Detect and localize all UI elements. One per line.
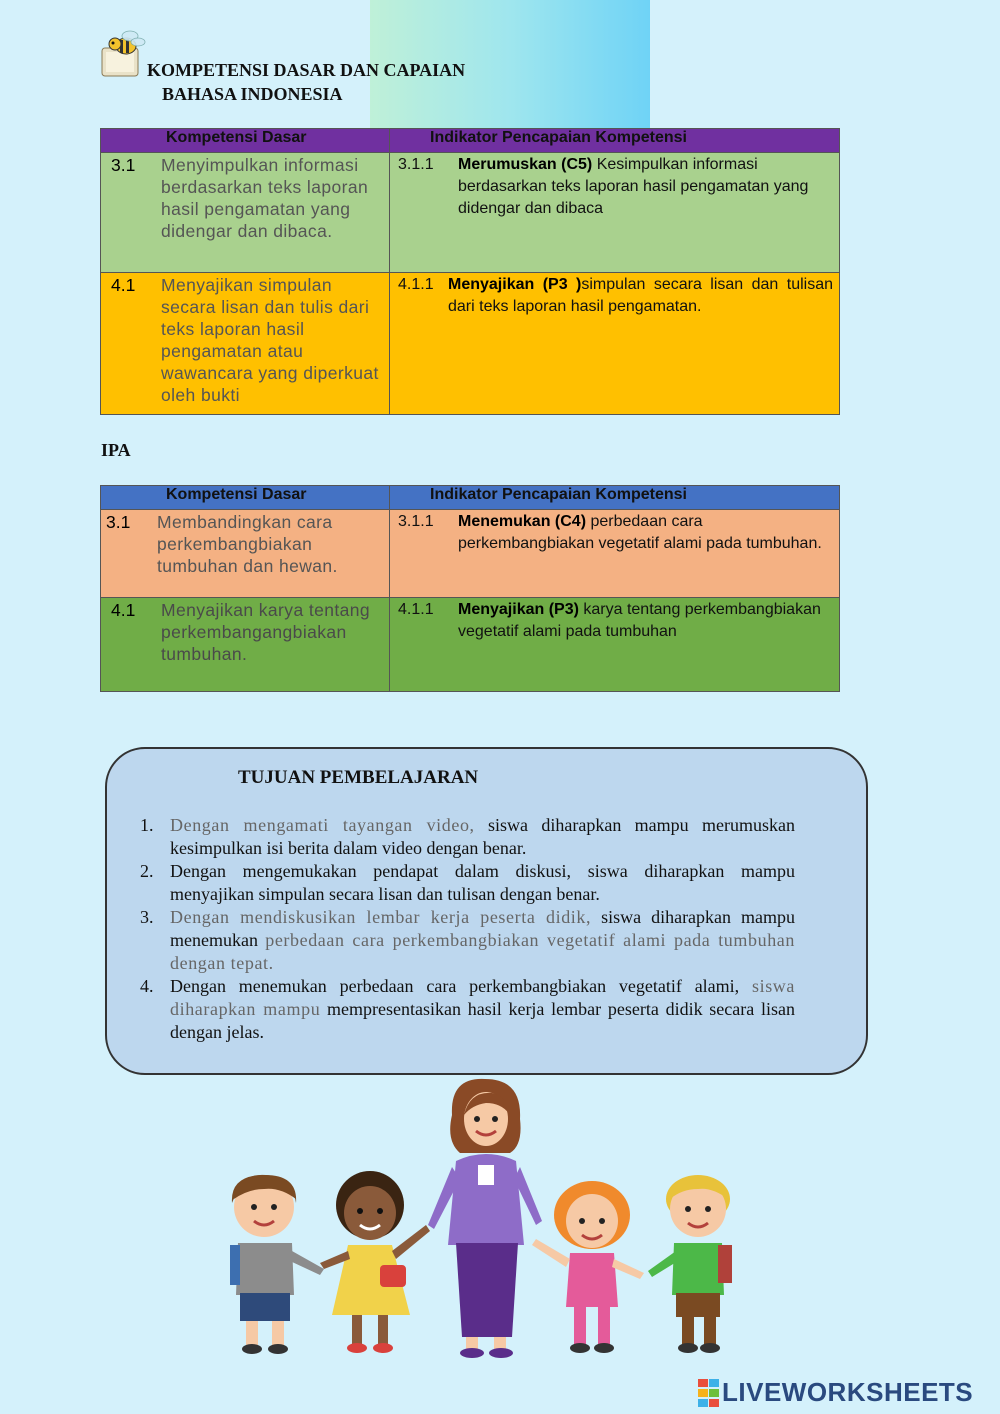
teacher-figure (428, 1079, 542, 1358)
list-item (140, 814, 795, 860)
table-header-row (101, 129, 840, 153)
indicator-cell (390, 598, 840, 692)
table-row (101, 153, 840, 273)
kd-number: 3.1 (106, 512, 131, 532)
column-header: Kompetensi Dasar (101, 129, 390, 153)
item-number: 4. (140, 976, 154, 996)
indicator-text (390, 153, 839, 220)
indicator-number: 3.1.1 (398, 513, 434, 530)
kd-cell (101, 598, 390, 692)
kd-number: 4.1 (111, 275, 136, 295)
list-item (140, 975, 795, 1044)
indicator-cell (390, 153, 840, 273)
kd-text: Menyajikan karya tentang perkembangangbiakan tumbuhan. (161, 600, 371, 664)
table-row (101, 510, 840, 598)
item-text: Dengan menemukan perbedaan cara perkembangbiakan vegetatif alami, (170, 976, 752, 996)
kd-text: Menyimpulkan informasi berdasarkan teks laporan hasil pengamatan yang didengar dan dibaca. (161, 155, 369, 241)
indicator-verb: Merumuskan (C5) (458, 156, 593, 173)
indicator-description: Kesimpulkan informasi berdasarkan teks laporan hasil pengamatan yang didengar dan dibaca (458, 156, 809, 217)
girl-figure (320, 1171, 430, 1353)
item-text: siswa diharapkan mampu merumuskan kesimpulkan isi berita dalam video dengan benar. (170, 815, 796, 858)
boy-figure (230, 1175, 324, 1354)
item-text: mempresentasikan hasil kerja lembar peserta didik secara lisan dengan jelas. (170, 999, 795, 1042)
kd-number: 3.1 (111, 155, 136, 175)
list-item (140, 906, 795, 975)
page-title: KOMPETENSI DASAR DAN CAPAIAN (147, 60, 466, 80)
indicator-verb: Menyajikan (P3 ) (448, 276, 582, 293)
table-row (101, 598, 840, 692)
boy-figure (648, 1175, 732, 1353)
kd-text: Membandingkan cara perkembangbiakan tumbuhan dan hewan. (157, 512, 338, 576)
indicator-description: simpulan secara lisan dan tulisan dari teks laporan hasil pengamatan. (448, 276, 834, 315)
list-item (140, 860, 795, 906)
column-header: Indikator Pencapaian Kompetensi (390, 129, 840, 153)
indicator-description: perbedaan cara perkembangbiakan vegetatif alami pada tumbuhan. (458, 513, 822, 552)
item-text-grey: Dengan mendiskusikan lembar kerja peserta didik, (170, 907, 592, 927)
bee-book-logo (100, 30, 146, 78)
table-header-row (101, 486, 840, 510)
kompetensi-table-ipa (100, 485, 840, 692)
item-text-grey: perbedaan cara perkembangbiakan vegetatif alami pada tumbuhan dengan tepat. (170, 930, 795, 973)
subject-title: BAHASA INDONESIA (162, 84, 343, 104)
learning-objectives-list (140, 814, 795, 1044)
item-number: 3. (140, 907, 154, 927)
column-header: Kompetensi Dasar (101, 486, 390, 510)
learning-objectives-title: TUJUAN PEMBELAJARAN (238, 767, 479, 788)
indicator-text (390, 273, 839, 318)
section-label-ipa: IPA (101, 440, 131, 460)
indicator-verb: Menyajikan (P3) (458, 601, 579, 618)
indicator-cell (390, 510, 840, 598)
indicator-text (390, 598, 839, 643)
item-number: 1. (140, 815, 154, 835)
kd-cell (101, 510, 390, 598)
item-number: 2. (140, 861, 154, 881)
indicator-verb: Menemukan (C4) (458, 513, 587, 530)
item-text-grey: Dengan mengamati tayangan video, (170, 815, 475, 835)
indicator-text (390, 510, 839, 555)
brand-watermark[interactable]: LIVEWORKSHEETS (722, 1377, 974, 1407)
indicator-number: 4.1.1 (398, 601, 434, 618)
item-text: siswa diharapkan mampu menemukan (170, 907, 796, 950)
girl-figure (532, 1181, 644, 1353)
indicator-description: karya tentang perkembangbiakan vegetatif alami pada tumbuhan (458, 601, 821, 640)
kd-cell (101, 273, 390, 415)
item-text-grey: siswa diharapkan mampu (170, 976, 795, 1019)
column-header: Indikator Pencapaian Kompetensi (390, 486, 840, 510)
kd-cell (101, 153, 390, 273)
indicator-number: 3.1.1 (398, 156, 434, 173)
table-row (101, 273, 840, 415)
liveworksheets-logo-icon (698, 1379, 720, 1407)
indicator-cell (390, 273, 840, 415)
teacher-with-children-illustration (220, 1075, 750, 1360)
kd-number: 4.1 (111, 600, 136, 620)
kompetensi-table-bahasa (100, 128, 840, 415)
kd-text: Menyajikan simpulan secara lisan dan tulis dari teks laporan hasil pengamatan atau wawancara yang diperkuat oleh bukti (161, 275, 379, 405)
item-text: Dengan mengemukakan pendapat dalam diskusi, siswa diharapkan mampu menyajikan simpulan secara lisan dan tulisan dengan benar. (170, 861, 795, 904)
indicator-number: 4.1.1 (398, 276, 434, 293)
